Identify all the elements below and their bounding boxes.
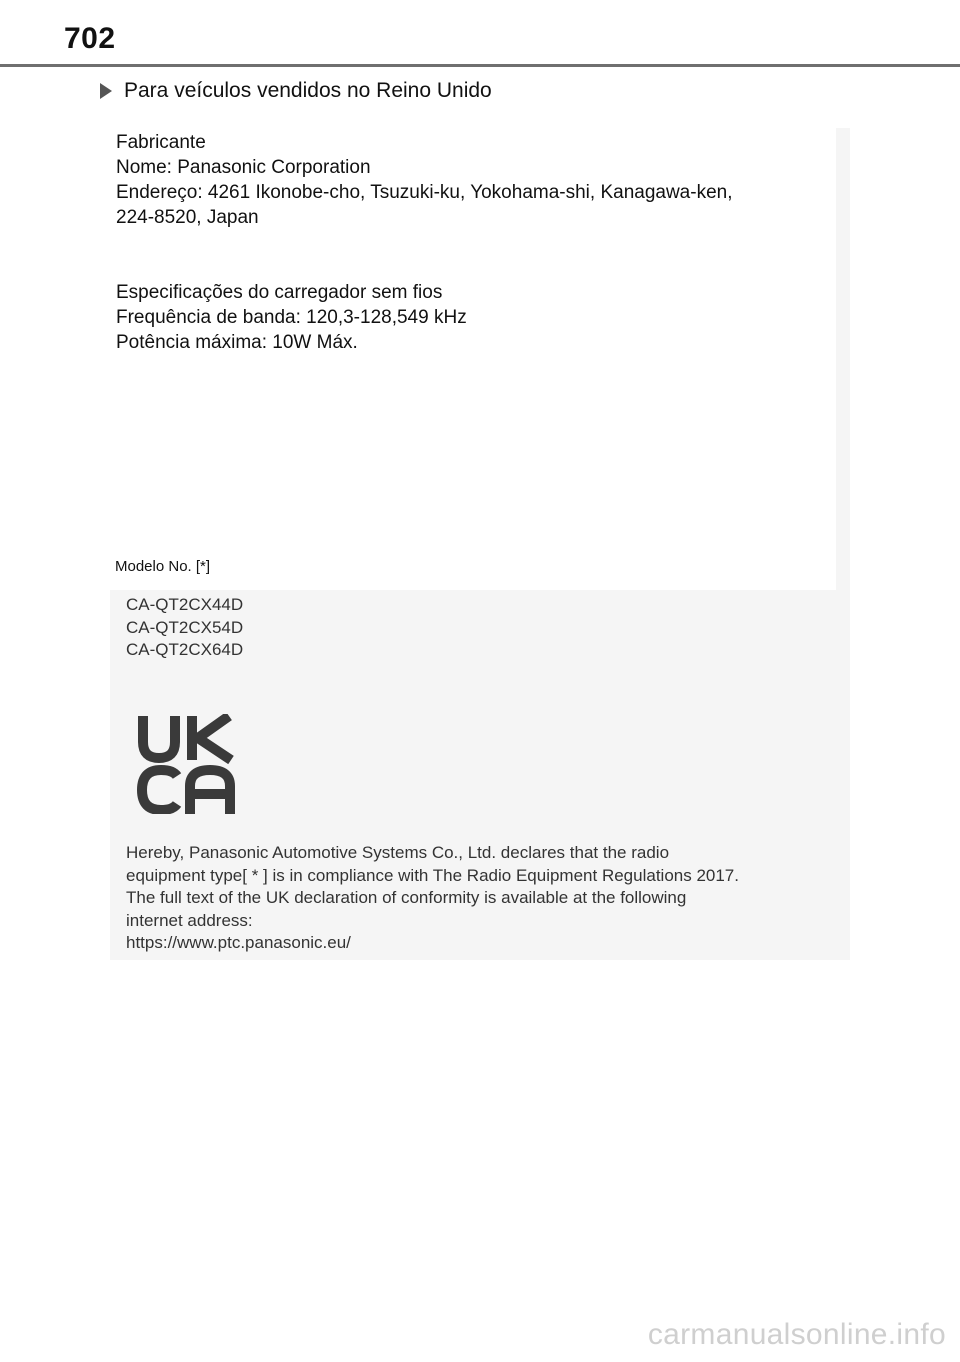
section-heading-text: Para veículos vendidos no Reino Unido — [124, 79, 492, 102]
header-divider — [0, 64, 960, 67]
declaration-url: https://www.ptc.panasonic.eu/ — [126, 933, 351, 952]
compliance-panel-upper — [110, 128, 836, 590]
charger-specs-block — [116, 280, 816, 355]
declaration-text — [126, 842, 826, 955]
specs-band: Frequência de banda: 120,3-128,549 kHz — [116, 307, 467, 328]
section-heading — [100, 79, 492, 103]
declaration-line: equipment type[ * ] is in compliance with The Radio Equipment Regulations 2017. — [126, 865, 739, 885]
manufacturer-address-line-1: Endereço: 4261 Ikonobe-cho, Tsuzuki-ku, Yokohama-shi, Kanagawa-ken, — [116, 182, 733, 203]
compliance-panel — [110, 128, 850, 960]
specs-power: Potência máxima: 10W Máx. — [116, 332, 358, 353]
triangle-bullet-icon — [100, 83, 112, 99]
ukca-letter-c — [142, 770, 177, 810]
manufacturer-name: Nome: Panasonic Corporation — [116, 157, 371, 178]
model-number-list — [126, 594, 243, 662]
ukca-mark-icon — [136, 714, 236, 814]
model-number-label: Modelo No. [*] — [115, 558, 211, 575]
model-number-item: CA-QT2CX64D — [126, 640, 244, 659]
specs-title: Especificações do carregador sem fios — [116, 282, 443, 303]
manufacturer-block — [116, 130, 816, 230]
ukca-letter-u — [143, 716, 175, 758]
declaration-line: Hereby, Panasonic Automotive Systems Co., Ltd. declares that the radio — [126, 843, 670, 862]
manufacturer-address-line-2: 224-8520, Japan — [116, 207, 259, 228]
declaration-line: The full text of the UK declaration of conformity is available at the following — [126, 888, 687, 907]
model-number-item: CA-QT2CX54D — [126, 617, 244, 637]
page-number: 702 — [64, 22, 116, 55]
site-watermark: carmanualsonline.info — [647, 1318, 946, 1351]
model-number-item: CA-QT2CX44D — [126, 595, 244, 614]
ukca-letter-k-arms — [198, 716, 231, 760]
manufacturer-label: Fabricante — [116, 132, 206, 153]
declaration-line: internet address: — [126, 910, 253, 930]
